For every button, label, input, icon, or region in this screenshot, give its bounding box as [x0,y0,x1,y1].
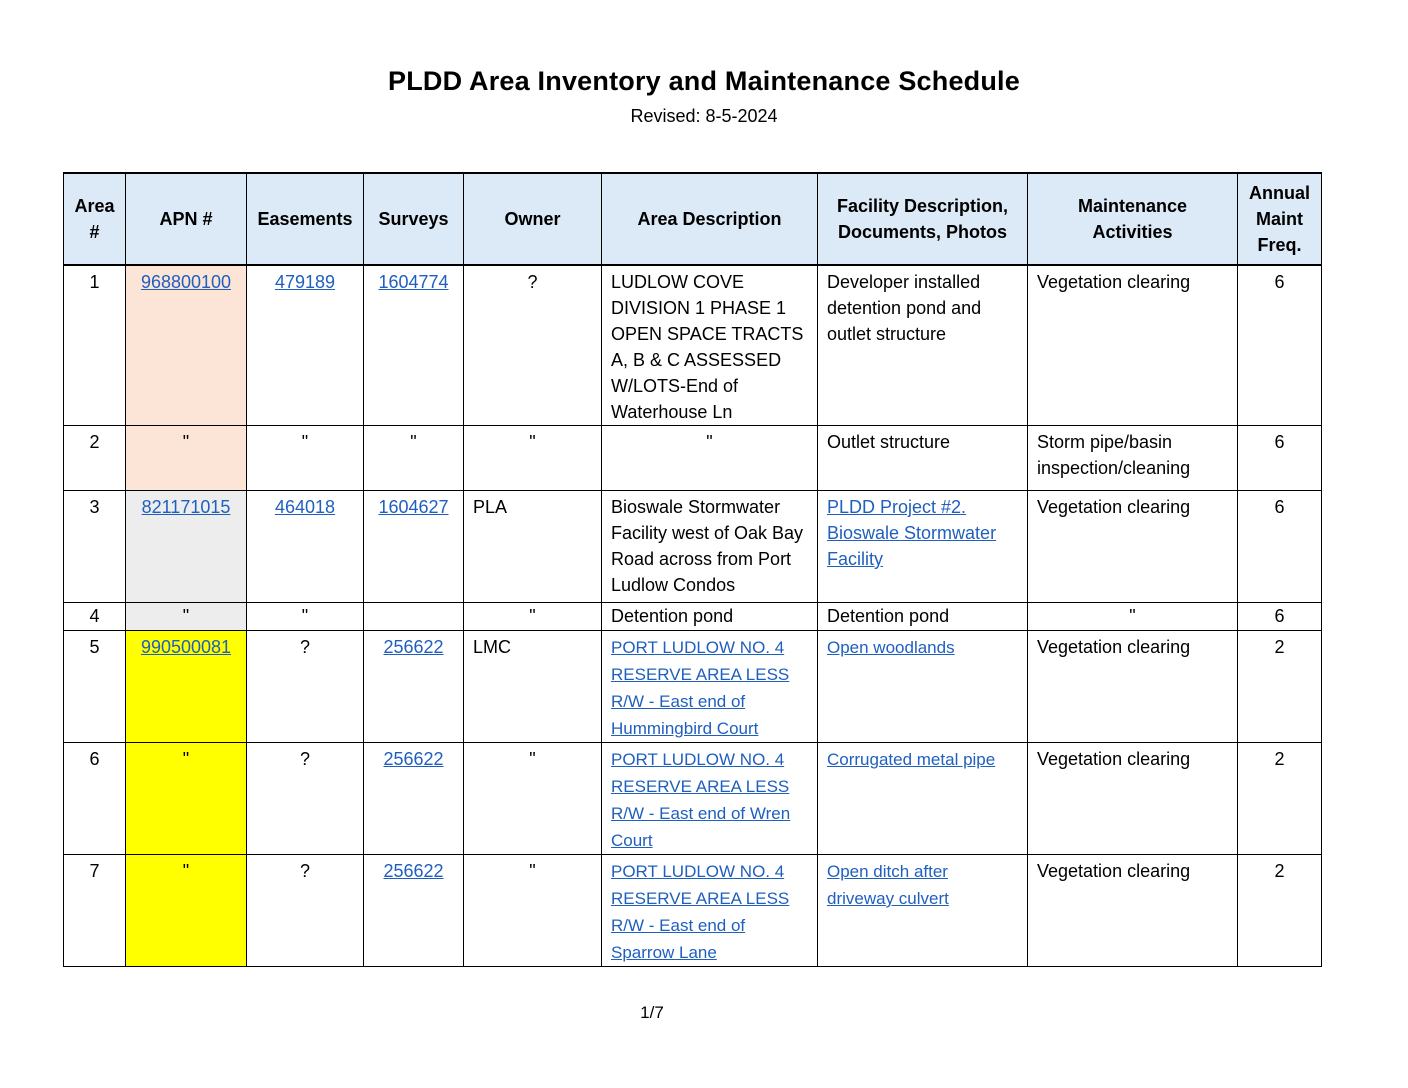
header-surveys: Surveys [364,173,464,265]
cell-area-description: Detention pond [602,603,818,631]
header-freq: Annual Maint Freq. [1238,173,1322,265]
cell-easements [247,265,364,426]
cell-facility [818,743,1028,855]
cell-area-description: Bioswale Stormwater Facility west of Oak Bay Road across from Port Ludlow Condos [602,491,818,603]
cell-surveys: " [364,426,464,491]
cell-easements: ? [247,855,364,967]
survey-link[interactable]: 1604627 [378,497,449,517]
cell-area-description: LUDLOW COVE DIVISION 1 PHASE 1 OPEN SPACE TRACTS A, B & C ASSESSED W/LOTS-End of Waterhouse Ln [602,265,818,426]
apn-link[interactable]: 990500081 [140,637,232,657]
survey-link[interactable]: 256622 [383,637,444,657]
cell-apn: " [126,743,247,855]
cell-facility: Detention pond [818,603,1028,631]
cell-area-description [602,631,818,743]
cell-area: 2 [64,426,126,491]
cell-easements: " [247,426,364,491]
cell-apn: " [126,426,247,491]
cell-freq: 2 [1238,855,1322,967]
cell-freq: 2 [1238,631,1322,743]
easement-link[interactable]: 464018 [274,497,336,517]
cell-maintenance: Vegetation clearing [1028,855,1238,967]
revised-date: Revised: 8-5-2024 [630,106,778,126]
cell-easements [247,491,364,603]
cell-owner: PLA [464,491,602,603]
cell-maintenance: Vegetation clearing [1028,265,1238,426]
header-area-description: Area Description [602,173,818,265]
cell-freq: 2 [1238,743,1322,855]
table-row [64,603,1322,631]
cell-area: 1 [64,265,126,426]
cell-easements: ? [247,631,364,743]
header-maintenance: Maintenance Activities [1028,173,1238,265]
cell-maintenance: Vegetation clearing [1028,743,1238,855]
table-row [64,265,1322,426]
cell-easements: ? [247,743,364,855]
table-row [64,743,1322,855]
cell-owner: ? [464,265,602,426]
cell-owner: " [464,426,602,491]
cell-owner: " [464,743,602,855]
cell-surveys [364,631,464,743]
cell-facility: Outlet structure [818,426,1028,491]
cell-freq: 6 [1238,265,1322,426]
cell-facility [818,491,1028,603]
document-title: PLDD Area Inventory and Maintenance Schedule [388,66,1020,96]
table-row [64,855,1322,967]
table-row [64,631,1322,743]
cell-maintenance: Vegetation clearing [1028,491,1238,603]
cell-surveys [364,491,464,603]
table-row [64,426,1322,491]
cell-area-description: " [602,426,818,491]
apn-link[interactable]: 968800100 [140,272,232,292]
facility-link[interactable]: Open woodlands [827,638,955,657]
cell-maintenance: Vegetation clearing [1028,631,1238,743]
cell-facility: Developer installed detention pond and outlet structure [818,265,1028,426]
inventory-table [63,172,1322,967]
easement-link[interactable]: 479189 [274,272,336,292]
cell-area: 4 [64,603,126,631]
cell-apn [126,491,247,603]
header-facility: Facility Description, Documents, Photos [818,173,1028,265]
cell-apn: " [126,603,247,631]
cell-owner: " [464,603,602,631]
table-row [64,491,1322,603]
cell-facility [818,855,1028,967]
cell-easements: " [247,603,364,631]
cell-area: 7 [64,855,126,967]
header-row [64,173,1322,265]
cell-freq: 6 [1238,426,1322,491]
cell-surveys [364,265,464,426]
header-easements: Easements [247,173,364,265]
cell-apn: " [126,855,247,967]
apn-link[interactable]: 821171015 [141,497,231,517]
cell-surveys [364,603,464,631]
cell-facility [818,631,1028,743]
cell-surveys [364,743,464,855]
area-description-link[interactable]: PORT LUDLOW NO. 4 RESERVE AREA LESS R/W - East end of Sparrow Lane [611,862,790,962]
facility-link[interactable]: Open ditch after driveway culvert [827,862,949,908]
cell-area-description [602,855,818,967]
cell-freq: 6 [1238,603,1322,631]
area-description-link[interactable]: PORT LUDLOW NO. 4 RESERVE AREA LESS R/W - East end of Hummingbird Court [611,638,790,738]
facility-link[interactable]: Corrugated metal pipe [827,750,996,769]
cell-area-description [602,743,818,855]
page-number: 1/7 [640,1003,664,1022]
cell-maintenance: Storm pipe/basin inspection/cleaning [1028,426,1238,491]
survey-link[interactable]: 256622 [383,861,444,881]
header-area: Area # [64,173,126,265]
cell-area: 6 [64,743,126,855]
cell-apn [126,631,247,743]
facility-link[interactable]: PLDD Project #2. Bioswale Stormwater Facility [827,497,997,569]
cell-apn [126,265,247,426]
survey-link[interactable]: 1604774 [378,272,449,292]
survey-link[interactable]: 256622 [383,749,444,769]
cell-maintenance: " [1028,603,1238,631]
cell-surveys [364,855,464,967]
cell-area: 3 [64,491,126,603]
header-apn: APN # [126,173,247,265]
cell-owner: " [464,855,602,967]
area-description-link[interactable]: PORT LUDLOW NO. 4 RESERVE AREA LESS R/W - East end of Wren Court [611,750,791,850]
header-owner: Owner [464,173,602,265]
cell-area: 5 [64,631,126,743]
cell-freq: 6 [1238,491,1322,603]
cell-owner: LMC [464,631,602,743]
